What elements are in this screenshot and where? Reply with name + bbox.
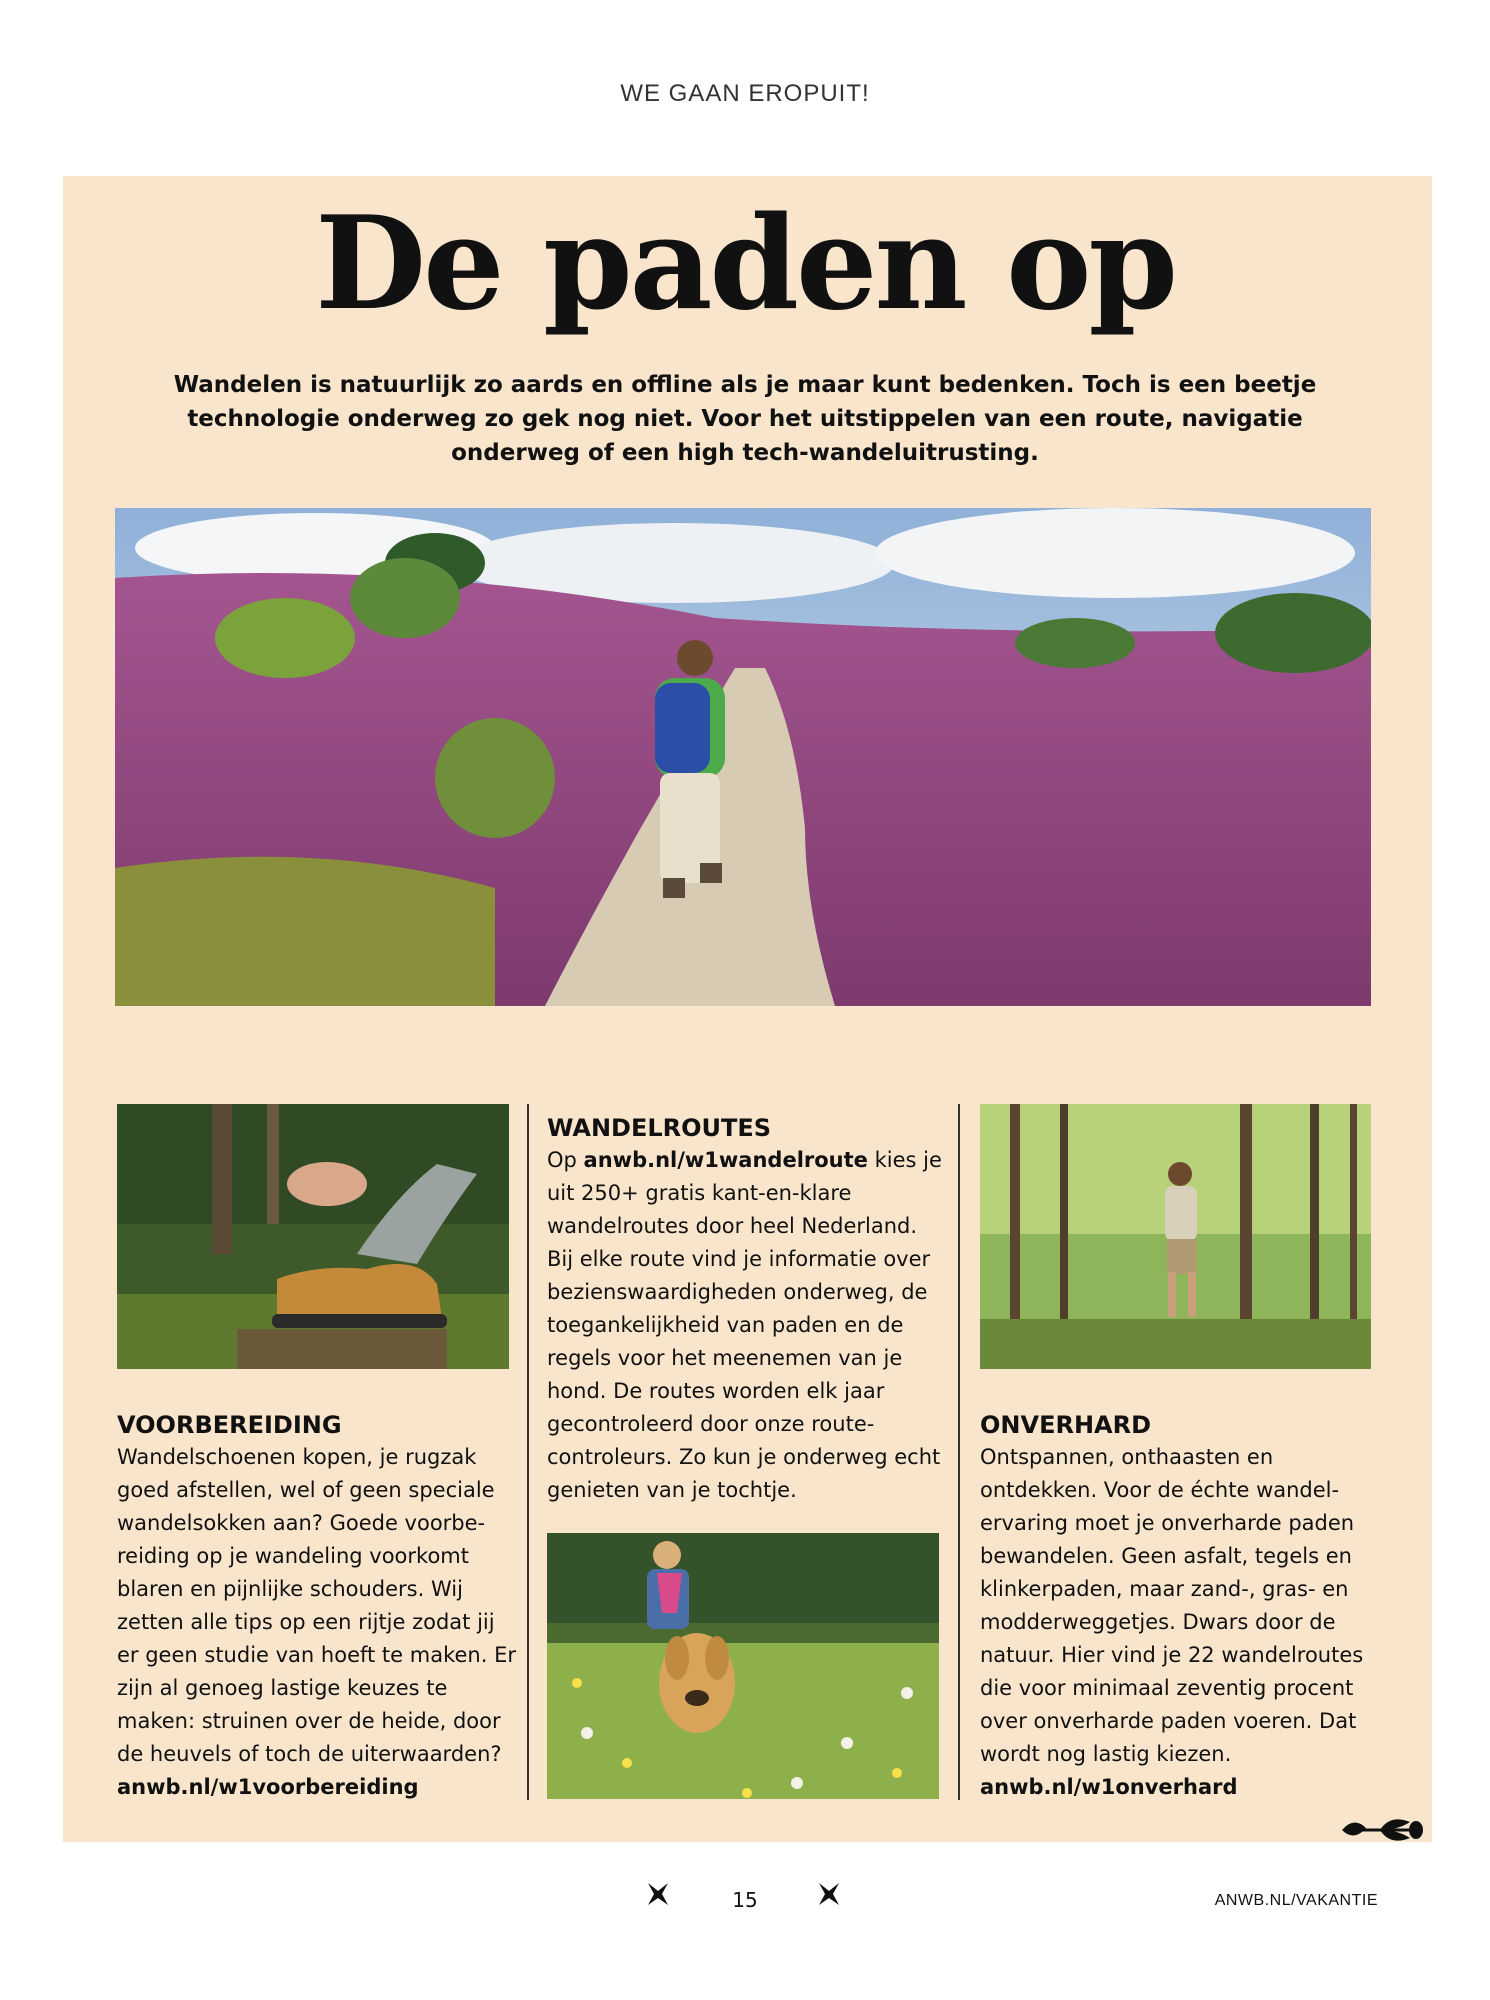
wandelroutes-body xyxy=(547,1144,942,1507)
dog-meadow-photo xyxy=(547,1533,939,1799)
footer-ornament-right-icon xyxy=(817,1881,841,1907)
footer-ornament-left-icon xyxy=(646,1881,670,1907)
wandelroutes-link[interactable]: anwb.nl/w1wandelroute xyxy=(583,1148,868,1172)
onverhard-body: Ontspannen, onthaasten en ontdekken. Voor de échte wandel-ervaring moet je onverharde paden bewandelen. Geen asfalt, tegels en klinkerpaden, maar zand-, gras- en modderweggetjes. Dwars door de natuur. Hier vind je 22 wandelroutes die voor minimaal zeventig procent over onverharde paden voeren. Dat wordt nog lastig kiezen. xyxy=(980,1445,1364,1766)
voorbereiding-link[interactable]: anwb.nl/w1voorbereiding xyxy=(117,1775,419,1799)
section-header: WE GAAN EROPUIT! xyxy=(620,80,870,107)
column-divider-left xyxy=(527,1104,529,1800)
column-divider-right xyxy=(958,1104,960,1800)
boot-photo xyxy=(117,1104,509,1369)
wandelroutes-text: kies je uit 250+ gratis kant-en-klare wandelroutes door heel Nederland. Bij elke route vind je informatie over bezienswaardigheden onderweg, de toegankelijkheid van paden en de regels voor het meenemen van je hond. De routes worden elk jaar gecontroleerd door onze route-controleurs. Zo kun je onderweg echt genieten van je tochtje. xyxy=(547,1148,942,1502)
footer-site-link[interactable]: ANWB.NL/VAKANTIE xyxy=(1214,1892,1378,1909)
wandelroutes-prefix: Op xyxy=(547,1148,584,1172)
voorbereiding-body: Wandelschoenen kopen, je rugzak goed afstellen, wel of geen speciale wandelsokken aan? Goede voorbe-reiding op je wandeling voorkomt blaren en pijnlijke schouders. Wij zetten alle tips op een rijtje zodat jij er geen studie van hoeft te maken. Er zijn al genoeg lastige keuzes te maken: struinen over de heide, door de heuvels of toch de uiterwaarden? xyxy=(117,1445,516,1766)
column-onverhard xyxy=(980,1409,1375,1804)
forest-hiker-photo xyxy=(980,1104,1371,1369)
onverhard-heading: ONVERHARD xyxy=(980,1411,1151,1439)
leaf-ornament-icon xyxy=(1340,1808,1424,1852)
article-title: De paden op xyxy=(315,189,1175,339)
voorbereiding-heading: VOORBEREIDING xyxy=(117,1411,342,1439)
page-number: 15 xyxy=(732,1888,758,1912)
hero-photo xyxy=(115,508,1371,1006)
column-voorbereiding xyxy=(117,1409,517,1804)
wandelroutes-heading: WANDELROUTES xyxy=(547,1114,772,1142)
column-wandelroutes xyxy=(547,1112,942,1507)
article-intro: Wandelen is natuurlijk zo aards en offline als je maar kunt bedenken. Toch is een beetje technologie onderweg zo gek nog niet. Voor het uitstippelen van een route, navigatie onderweg of een high tech-wandeluitrusting. xyxy=(173,372,1317,466)
onverhard-link[interactable]: anwb.nl/w1onverhard xyxy=(980,1775,1238,1799)
